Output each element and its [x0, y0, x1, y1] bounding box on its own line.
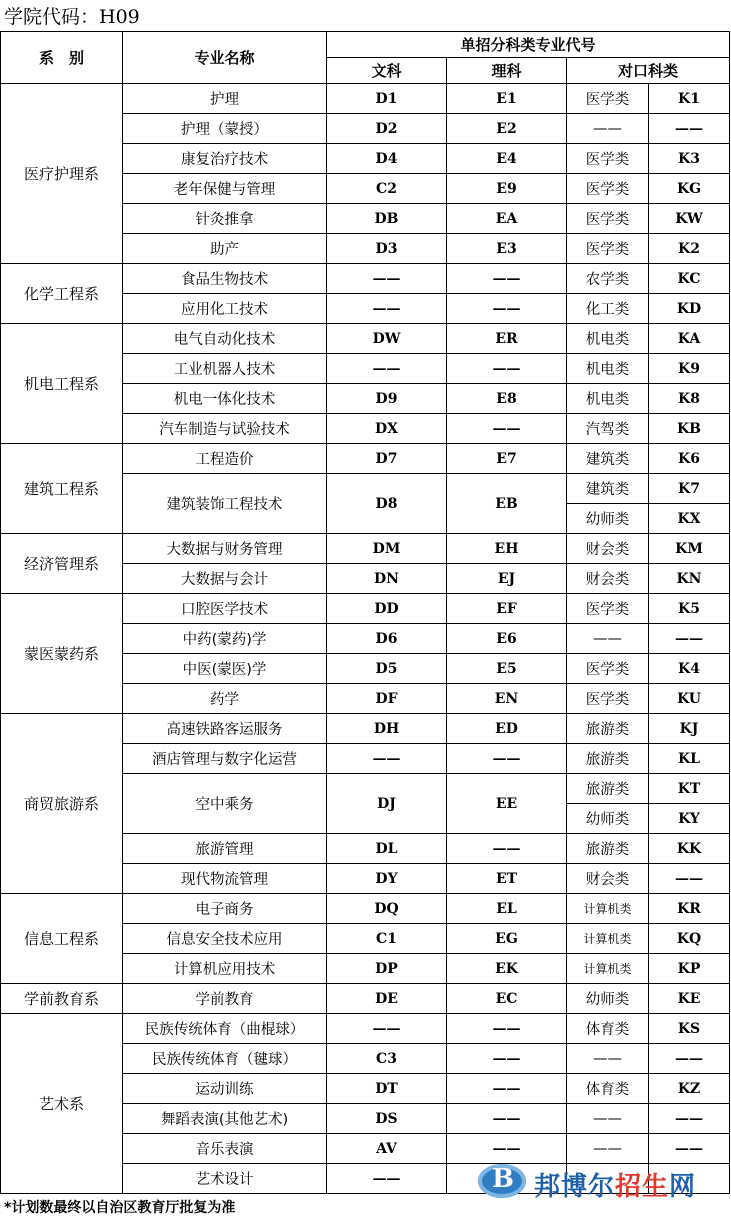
- wen-code-cell: DN: [327, 564, 447, 594]
- duikou-category-cell: 机电类: [567, 324, 649, 354]
- duikou-category-cell: 医学类: [567, 84, 649, 114]
- duikou-code-cell: KT: [649, 774, 730, 804]
- duikou-category-cell: 汽驾类: [567, 414, 649, 444]
- duikou-category-cell: 医学类: [567, 144, 649, 174]
- duikou-category-cell: 计算机类: [567, 894, 649, 924]
- duikou-code-cell: ——: [649, 624, 730, 654]
- duikou-code-cell: KP: [649, 954, 730, 984]
- li-code-cell: ET: [447, 864, 567, 894]
- duikou-code-cell: KU: [649, 684, 730, 714]
- duikou-code-cell: KL: [649, 744, 730, 774]
- major-cell: 应用化工技术: [123, 294, 327, 324]
- duikou-code-cell: KN: [649, 564, 730, 594]
- dept-cell: 艺术系: [1, 1014, 123, 1194]
- wen-code-cell: DQ: [327, 894, 447, 924]
- li-code-cell: E2: [447, 114, 567, 144]
- li-code-cell: E5: [447, 654, 567, 684]
- li-code-cell: EL: [447, 894, 567, 924]
- duikou-category-cell: 幼师类: [567, 504, 649, 534]
- dept-cell: 建筑工程系: [1, 444, 123, 534]
- wen-code-cell: DH: [327, 714, 447, 744]
- table-row: [1, 534, 730, 564]
- duikou-code-cell: KE: [649, 984, 730, 1014]
- header-dept: 系 别: [1, 32, 123, 84]
- college-code: 学院代码：H09: [4, 6, 140, 28]
- duikou-category-cell: 医学类: [567, 204, 649, 234]
- duikou-code-cell: ——: [649, 1134, 730, 1164]
- wen-code-cell: ——: [327, 354, 447, 384]
- duikou-code-cell: KA: [649, 324, 730, 354]
- wen-code-cell: ——: [327, 1164, 447, 1194]
- major-cell: 旅游管理: [123, 834, 327, 864]
- duikou-category-cell: 旅游类: [567, 774, 649, 804]
- duikou-category-cell: ——: [567, 114, 649, 144]
- header-group: 单招分科类专业代号: [327, 32, 730, 58]
- major-cell: 机电一体化技术: [123, 384, 327, 414]
- duikou-code-cell: K8: [649, 384, 730, 414]
- duikou-code-cell: KR: [649, 894, 730, 924]
- duikou-category-cell: ——: [567, 624, 649, 654]
- li-code-cell: EK: [447, 954, 567, 984]
- dept-cell: 蒙医蒙药系: [1, 594, 123, 714]
- header-duikou: 对口科类: [567, 58, 730, 84]
- major-cell: 计算机应用技术: [123, 954, 327, 984]
- table-row: [1, 444, 730, 474]
- wen-code-cell: DT: [327, 1074, 447, 1104]
- wen-code-cell: DY: [327, 864, 447, 894]
- major-cell: 电气自动化技术: [123, 324, 327, 354]
- duikou-code-cell: KM: [649, 534, 730, 564]
- li-code-cell: EC: [447, 984, 567, 1014]
- duikou-code-cell: KB: [649, 414, 730, 444]
- brand-name: [534, 1166, 696, 1203]
- li-code-cell: ——: [447, 264, 567, 294]
- duikou-code-cell: KD: [649, 294, 730, 324]
- wen-code-cell: C3: [327, 1044, 447, 1074]
- table-row: [1, 894, 730, 924]
- major-cell: 建筑装饰工程技术: [123, 474, 327, 534]
- table-row: [1, 714, 730, 744]
- li-code-cell: E6: [447, 624, 567, 654]
- duikou-code-cell: KJ: [649, 714, 730, 744]
- dept-cell: 经济管理系: [1, 534, 123, 594]
- wen-code-cell: D2: [327, 114, 447, 144]
- li-code-cell: ——: [447, 294, 567, 324]
- li-code-cell: EJ: [447, 564, 567, 594]
- major-cell: 食品生物技术: [123, 264, 327, 294]
- li-code-cell: ER: [447, 324, 567, 354]
- duikou-code-cell: K9: [649, 354, 730, 384]
- wen-code-cell: AV: [327, 1134, 447, 1164]
- duikou-code-cell: KG: [649, 174, 730, 204]
- duikou-category-cell: 体育类: [567, 1014, 649, 1044]
- duikou-category-cell: 旅游类: [567, 714, 649, 744]
- brand-name-part1: 邦博尔: [534, 1172, 616, 1202]
- dept-cell: 医疗护理系: [1, 84, 123, 264]
- duikou-code-cell: K4: [649, 654, 730, 684]
- li-code-cell: E1: [447, 84, 567, 114]
- li-code-cell: ——: [447, 354, 567, 384]
- header-li: 理科: [447, 58, 567, 84]
- major-cell: 电子商务: [123, 894, 327, 924]
- table-row: [1, 594, 730, 624]
- major-cell: 药学: [123, 684, 327, 714]
- duikou-code-cell: K5: [649, 594, 730, 624]
- duikou-category-cell: 化工类: [567, 294, 649, 324]
- wen-code-cell: DP: [327, 954, 447, 984]
- duikou-category-cell: 计算机类: [567, 954, 649, 984]
- li-code-cell: EE: [447, 774, 567, 834]
- li-code-cell: ——: [447, 1014, 567, 1044]
- duikou-code-cell: ——: [649, 1104, 730, 1134]
- duikou-code-cell: KC: [649, 264, 730, 294]
- duikou-category-cell: ——: [567, 1134, 649, 1164]
- li-code-cell: ——: [447, 414, 567, 444]
- table-row: [1, 324, 730, 354]
- header-wen: 文科: [327, 58, 447, 84]
- wen-code-cell: D4: [327, 144, 447, 174]
- wen-code-cell: D3: [327, 234, 447, 264]
- wen-code-cell: DM: [327, 534, 447, 564]
- wen-code-cell: ——: [327, 744, 447, 774]
- li-code-cell: E7: [447, 444, 567, 474]
- duikou-category-cell: 旅游类: [567, 744, 649, 774]
- wen-code-cell: D7: [327, 444, 447, 474]
- duikou-category-cell: 幼师类: [567, 984, 649, 1014]
- major-cell: 中药(蒙药)学: [123, 624, 327, 654]
- wen-code-cell: DF: [327, 684, 447, 714]
- duikou-category-cell: 旅游类: [567, 834, 649, 864]
- dept-cell: 机电工程系: [1, 324, 123, 444]
- major-cell: 酒店管理与数字化运营: [123, 744, 327, 774]
- wen-code-cell: DD: [327, 594, 447, 624]
- duikou-category-cell: 财会类: [567, 534, 649, 564]
- major-cell: 大数据与会计: [123, 564, 327, 594]
- duikou-code-cell: KW: [649, 204, 730, 234]
- admissions-table: [0, 31, 730, 1194]
- major-cell: 运动训练: [123, 1074, 327, 1104]
- major-cell: 现代物流管理: [123, 864, 327, 894]
- wen-code-cell: D9: [327, 384, 447, 414]
- duikou-category-cell: 医学类: [567, 684, 649, 714]
- major-cell: 针灸推拿: [123, 204, 327, 234]
- duikou-category-cell: 财会类: [567, 564, 649, 594]
- duikou-category-cell: 农学类: [567, 264, 649, 294]
- major-cell: 工业机器人技术: [123, 354, 327, 384]
- duikou-code-cell: K1: [649, 84, 730, 114]
- duikou-category-cell: ——: [567, 1044, 649, 1074]
- li-code-cell: EN: [447, 684, 567, 714]
- li-code-cell: ——: [447, 1044, 567, 1074]
- li-code-cell: E8: [447, 384, 567, 414]
- wen-code-cell: C2: [327, 174, 447, 204]
- major-cell: 高速铁路客运服务: [123, 714, 327, 744]
- major-cell: 工程造价: [123, 444, 327, 474]
- duikou-code-cell: ——: [649, 864, 730, 894]
- wen-code-cell: DB: [327, 204, 447, 234]
- wen-code-cell: DL: [327, 834, 447, 864]
- li-code-cell: E3: [447, 234, 567, 264]
- major-cell: 信息安全技术应用: [123, 924, 327, 954]
- wen-code-cell: C1: [327, 924, 447, 954]
- duikou-category-cell: 财会类: [567, 864, 649, 894]
- major-cell: 老年保健与管理: [123, 174, 327, 204]
- footnote: *计划数最终以自治区教育厅批复为准: [4, 1200, 236, 1216]
- wen-code-cell: DJ: [327, 774, 447, 834]
- table-row: [1, 264, 730, 294]
- duikou-code-cell: K6: [649, 444, 730, 474]
- duikou-category-cell: 幼师类: [567, 804, 649, 834]
- dept-cell: 学前教育系: [1, 984, 123, 1014]
- duikou-code-cell: K2: [649, 234, 730, 264]
- major-cell: 护理（蒙授）: [123, 114, 327, 144]
- table-row: [1, 984, 730, 1014]
- li-code-cell: ——: [447, 1104, 567, 1134]
- duikou-code-cell: KQ: [649, 924, 730, 954]
- duikou-code-cell: KZ: [649, 1074, 730, 1104]
- duikou-category-cell: ——: [567, 1104, 649, 1134]
- wen-code-cell: DE: [327, 984, 447, 1014]
- brand-name-part2: 招生: [615, 1172, 670, 1202]
- wen-code-cell: D8: [327, 474, 447, 534]
- li-code-cell: ED: [447, 714, 567, 744]
- major-cell: 艺术设计: [123, 1164, 327, 1194]
- li-code-cell: E4: [447, 144, 567, 174]
- wen-code-cell: ——: [327, 294, 447, 324]
- duikou-category-cell: 计算机类: [567, 924, 649, 954]
- wen-code-cell: DW: [327, 324, 447, 354]
- duikou-code-cell: KX: [649, 504, 730, 534]
- duikou-category-cell: 医学类: [567, 234, 649, 264]
- li-code-cell: EA: [447, 204, 567, 234]
- major-cell: 口腔医学技术: [123, 594, 327, 624]
- li-code-cell: ——: [447, 744, 567, 774]
- dept-cell: 化学工程系: [1, 264, 123, 324]
- duikou-category-cell: 机电类: [567, 384, 649, 414]
- major-cell: 空中乘务: [123, 774, 327, 834]
- major-cell: 康复治疗技术: [123, 144, 327, 174]
- duikou-code-cell: K7: [649, 474, 730, 504]
- duikou-code-cell: K3: [649, 144, 730, 174]
- duikou-category-cell: 体育类: [567, 1074, 649, 1104]
- major-cell: 民族传统体育（毽球）: [123, 1044, 327, 1074]
- duikou-category-cell: 医学类: [567, 594, 649, 624]
- major-cell: 护理: [123, 84, 327, 114]
- li-code-cell: EG: [447, 924, 567, 954]
- li-code-cell: E9: [447, 174, 567, 204]
- header-major: 专业名称: [123, 32, 327, 84]
- table-row: [1, 1014, 730, 1044]
- wen-code-cell: D1: [327, 84, 447, 114]
- major-cell: 汽车制造与试验技术: [123, 414, 327, 444]
- wen-code-cell: ——: [327, 264, 447, 294]
- watermark-logo: [478, 1162, 728, 1200]
- major-cell: 舞蹈表演(其他艺术): [123, 1104, 327, 1134]
- li-code-cell: EF: [447, 594, 567, 624]
- duikou-category-cell: 建筑类: [567, 474, 649, 504]
- wen-code-cell: DX: [327, 414, 447, 444]
- wen-code-cell: D5: [327, 654, 447, 684]
- duikou-code-cell: KY: [649, 804, 730, 834]
- duikou-category-cell: 建筑类: [567, 444, 649, 474]
- major-cell: 学前教育: [123, 984, 327, 1014]
- li-code-cell: ——: [447, 1134, 567, 1164]
- table-row: [1, 84, 730, 114]
- duikou-code-cell: ——: [649, 1044, 730, 1074]
- dept-cell: 商贸旅游系: [1, 714, 123, 894]
- dept-cell: 信息工程系: [1, 894, 123, 984]
- li-code-cell: ——: [447, 834, 567, 864]
- duikou-code-cell: KK: [649, 834, 730, 864]
- major-cell: 助产: [123, 234, 327, 264]
- li-code-cell: EH: [447, 534, 567, 564]
- wen-code-cell: ——: [327, 1014, 447, 1044]
- li-code-cell: ——: [447, 1074, 567, 1104]
- li-code-cell: EB: [447, 474, 567, 534]
- duikou-category-cell: 医学类: [567, 174, 649, 204]
- brand-logo-letter: B: [492, 1164, 514, 1194]
- major-cell: 音乐表演: [123, 1134, 327, 1164]
- duikou-code-cell: ——: [649, 114, 730, 144]
- duikou-category-cell: 医学类: [567, 654, 649, 684]
- major-cell: 大数据与财务管理: [123, 534, 327, 564]
- duikou-category-cell: 机电类: [567, 354, 649, 384]
- brand-name-part3: 网: [669, 1172, 697, 1202]
- major-cell: 民族传统体育（曲棍球）: [123, 1014, 327, 1044]
- duikou-code-cell: KS: [649, 1014, 730, 1044]
- major-cell: 中医(蒙医)学: [123, 654, 327, 684]
- wen-code-cell: DS: [327, 1104, 447, 1134]
- wen-code-cell: D6: [327, 624, 447, 654]
